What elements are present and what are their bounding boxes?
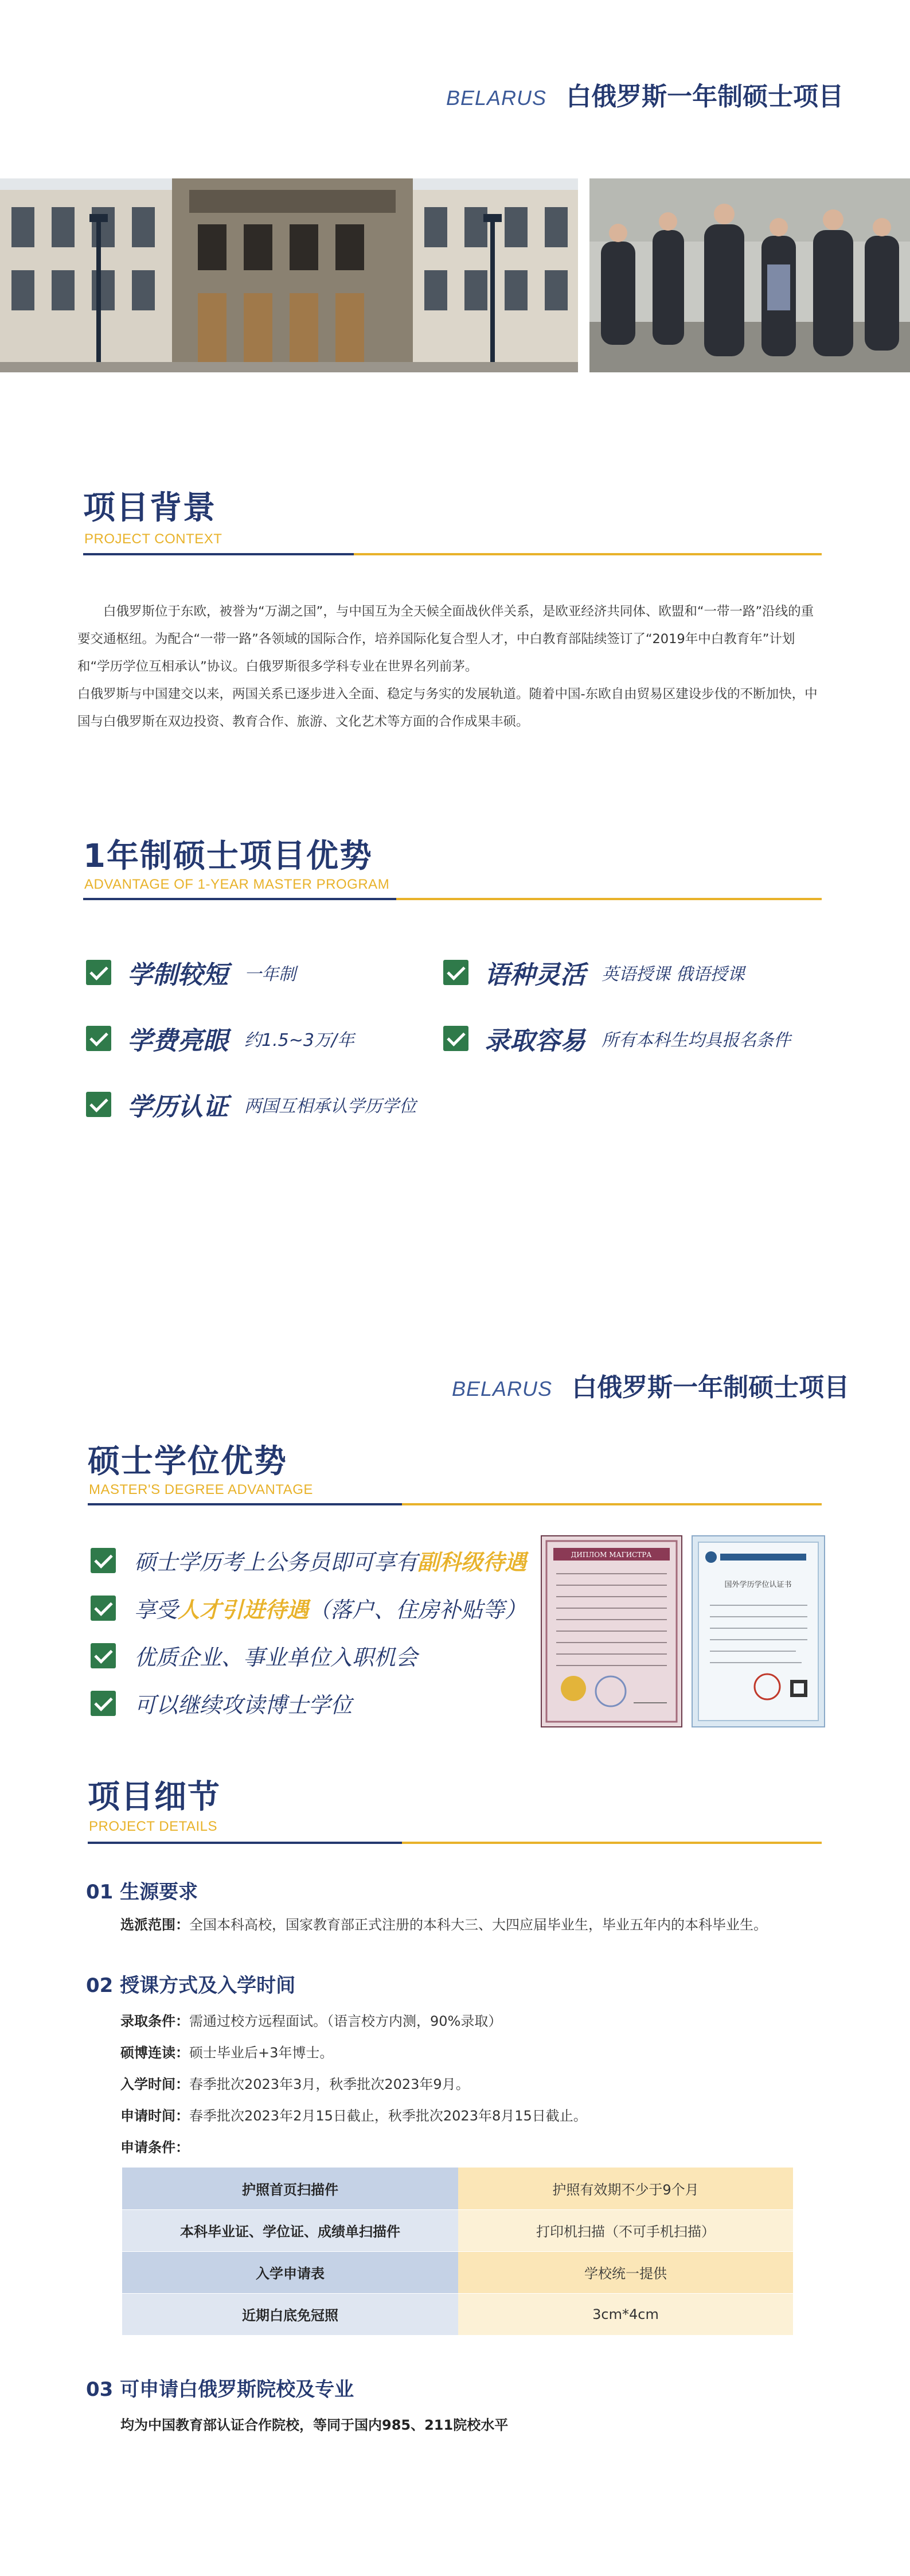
degree-bullet-text: 可以继续攻读博士学位: [134, 1692, 353, 1718]
degree-bullet-text: （落户、住房补贴等）: [308, 1597, 527, 1622]
delegation-photo: [589, 178, 910, 372]
enrollment-time-label: 入学时间：: [120, 2076, 189, 2092]
advantage-item: [86, 1086, 416, 1123]
advantage-item-desc: 所有本科生均具报名条件: [602, 1030, 791, 1050]
advantage-item-title: 学费亮眼: [127, 1026, 228, 1056]
details-title: 项目细节: [88, 1779, 221, 1816]
diploma-heading: ДИПЛОМ МАГИСТРА: [571, 1551, 652, 1559]
selection-scope-label: 选派范围：: [120, 1917, 189, 1933]
check-icon: [86, 960, 111, 985]
background-paragraph-2: 白俄罗斯与中国建交以来，两国关系已逐步进入全面、稳定与务实的发展轨道。随着中国-东欧自由贸易区建设步伐的不断加快，中国与白俄罗斯在双边投资、教育合作、旅游、文化艺术等方面的合作成果丰硕。: [77, 687, 818, 729]
details-divider: [88, 1842, 822, 1844]
degree-bullet-text: 优质企业、事业单位入职机会: [134, 1645, 418, 1670]
background-text: [77, 598, 823, 736]
table-cell-item: 本科毕业证、学位证、成绩单扫描件: [122, 2209, 458, 2251]
degree-bullet-highlight: 副科级待遇: [417, 1550, 527, 1575]
advantage-item-title: 学历认证: [127, 1092, 228, 1122]
universities-section-title: 03 可申请白俄罗斯院校及专业: [86, 2378, 354, 2401]
advantage-item-desc: 一年制: [244, 964, 296, 985]
master-phd: [120, 2041, 333, 2061]
table-row: [122, 2209, 793, 2251]
degree-bullet-text: 享受: [134, 1597, 178, 1622]
master-phd-label: 硕博连读：: [120, 2045, 189, 2061]
advantage-item-desc: 两国互相承认学历学位: [244, 1096, 416, 1116]
background-title: 项目背景: [83, 489, 216, 527]
admission-condition-label: 录取条件：: [120, 2013, 189, 2029]
advantage-item: [443, 954, 745, 991]
master-phd-text: 硕士毕业后+3年博士。: [189, 2045, 334, 2061]
degree-subtitle: MASTER'S DEGREE ADVANTAGE: [89, 1482, 313, 1497]
universities-text: [120, 2414, 508, 2434]
advantage-item: [443, 1020, 791, 1057]
table-cell-item: 护照首页扫描件: [122, 2168, 458, 2209]
header-brand-en: BELARUS: [452, 1377, 553, 1400]
certification-heading: 国外学历学位认证书: [724, 1581, 792, 1589]
table-cell-item: 入学申请表: [122, 2251, 458, 2293]
check-icon: [91, 1596, 116, 1621]
check-icon: [86, 1092, 111, 1117]
requirements-table: [122, 2168, 793, 2336]
advantage-item-desc: 英语授课 俄语授课: [602, 964, 745, 985]
table-cell-note: 护照有效期不少于9个月: [458, 2168, 793, 2209]
advantage-item-title: 录取容易: [485, 1026, 585, 1056]
check-icon: [91, 1643, 116, 1668]
check-icon: [86, 1026, 111, 1051]
table-cell-note: 3cm*4cm: [458, 2293, 793, 2335]
check-icon: [443, 960, 468, 985]
enrollment-time: [120, 2073, 470, 2093]
application-time: [120, 2104, 587, 2124]
selection-scope: [120, 1913, 767, 1933]
advantage-item-title: 语种灵活: [485, 960, 585, 990]
degree-bullet-4: [91, 1687, 352, 1719]
table-cell-note: 学校统一提供: [458, 2251, 793, 2293]
advantage-item-title: 学制较短: [127, 960, 228, 990]
table-cell-note: 打印机扫描（不可手机扫描）: [458, 2209, 793, 2251]
universities-text-content: 均为中国教育部认证合作院校，等同于国内985、211院校水平: [120, 2417, 509, 2433]
master-diploma-image: [541, 1535, 682, 1727]
enrollment-time-text: 春季批次2023年3月，秋季批次2023年9月。: [189, 2076, 470, 2092]
degree-bullet-3: [91, 1640, 417, 1671]
table-row: [122, 2293, 793, 2335]
details-subtitle: PROJECT DETAILS: [89, 1819, 217, 1834]
application-requirements-label: 申请条件：: [120, 2139, 189, 2155]
selection-scope-text: 全国本科高校，国家教育部正式注册的本科大三、大四应届毕业生，毕业五年内的本科毕业生。: [189, 1917, 767, 1933]
degree-title: 硕士学位优势: [88, 1443, 287, 1480]
application-requirements: [120, 2136, 189, 2156]
header-brand-title: 白俄罗斯一年制硕士项目: [566, 82, 844, 111]
application-time-label: 申请时间：: [120, 2108, 189, 2124]
table-row: [122, 2168, 793, 2209]
degree-bullet-text: 硕士学历考上公务员即可享有: [134, 1550, 418, 1575]
degree-bullet-1: [91, 1544, 526, 1576]
university-building-photo: [0, 178, 578, 372]
application-time-text: 春季批次2023年2月15日截止，秋季批次2023年8月15日截止。: [189, 2108, 587, 2124]
advantage-subtitle: ADVANTAGE OF 1-YEAR MASTER PROGRAM: [84, 877, 390, 892]
background-subtitle: PROJECT CONTEXT: [84, 531, 222, 547]
check-icon: [91, 1548, 116, 1573]
admission-condition-text: 需通过校方远程面试。（语言校方内测，90%录取）: [189, 2013, 502, 2029]
background-divider: [83, 553, 822, 555]
teaching-section-title: 02 授课方式及入学时间: [86, 1974, 296, 1997]
header-brand-2: [452, 1367, 849, 1403]
table-row: [122, 2251, 793, 2293]
header-brand-title: 白俄罗斯一年制硕士项目: [572, 1373, 850, 1402]
degree-bullet-highlight: 人才引进待遇: [178, 1597, 309, 1622]
admission-condition: [120, 2010, 502, 2030]
table-cell-item: 近期白底免冠照: [122, 2293, 458, 2335]
requirement-section-title: 01 生源要求: [86, 1881, 198, 1904]
advantage-item: [86, 954, 296, 991]
header-brand-en: BELARUS: [446, 86, 547, 110]
check-icon: [443, 1026, 468, 1051]
advantage-title: 1年制硕士项目优势: [83, 838, 373, 875]
header-brand: [446, 76, 843, 112]
advantage-item: [86, 1020, 354, 1057]
advantage-divider: [83, 898, 822, 900]
degree-bullet-2: [91, 1592, 526, 1624]
degree-divider: [88, 1503, 822, 1505]
check-icon: [91, 1691, 116, 1716]
degree-certification-image: [692, 1535, 825, 1727]
advantage-item-desc: 约1.5~3万/年: [244, 1030, 355, 1050]
background-paragraph-1: 白俄罗斯位于东欧，被誉为“万湖之国”，与中国互为全天候全面战伙伴关系，是欧亚经济共同体、欧盟和“一带一路”沿线的重要交通枢纽。为配合“一带一路”各领域的国际合作，培养国际化复合型人才，中白教育部陆续签订了“2019年中白教育年”计划和“学历学位互相承认”协议。白俄罗斯很多学科专业在世界名列前茅。: [77, 604, 814, 674]
